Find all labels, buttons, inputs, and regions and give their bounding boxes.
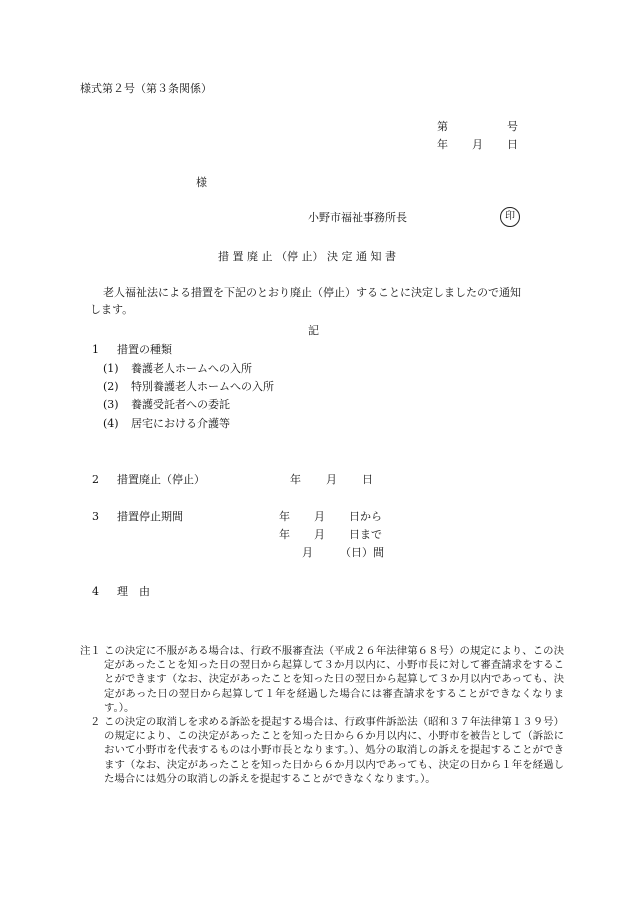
section3-to-month: 月 — [314, 528, 325, 541]
section4-number: 4 — [92, 585, 99, 598]
note-item — [80, 644, 564, 715]
section3-to-day: 日まで — [349, 528, 382, 541]
date-year: 年 — [437, 138, 448, 151]
section2-day: 日 — [362, 473, 373, 486]
section2-month: 月 — [326, 473, 337, 486]
form-label: 様式第２号（第３条関係） — [80, 82, 212, 95]
note-label: ２ — [90, 716, 101, 729]
section2-number: 2 — [92, 473, 99, 486]
section1-item-label: 養護受託者への委託 — [131, 398, 230, 411]
notes-block — [80, 644, 564, 786]
section1-item-num: (3) — [103, 398, 119, 411]
section1-number: 1 — [92, 343, 99, 356]
section3-from-day: 日から — [349, 510, 382, 523]
section3-number: 3 — [92, 510, 99, 523]
intro-text-line2: します。 — [90, 303, 134, 316]
section1-item-label: 養護老人ホームへの入所 — [131, 362, 252, 375]
number-suffix: 号 — [507, 120, 518, 133]
note-label: 注１ — [80, 645, 101, 657]
ki-heading: 記 — [308, 324, 319, 337]
section1-heading: 措置の種類 — [117, 343, 172, 356]
document-title: 措 置 廃 止 （停 止） 決 定 通 知 書 — [218, 250, 396, 263]
section2-heading: 措置廃止（停止） — [117, 473, 205, 486]
section3-from-month: 月 — [314, 510, 325, 523]
section4-heading: 理 由 — [117, 585, 150, 598]
section3-heading: 措置停止期間 — [117, 510, 183, 523]
section3-months: 月 — [302, 546, 313, 559]
note-item — [80, 715, 564, 786]
intro-text-line1: 老人福祉法による措置を下記のとおり廃止（停止）することに決定しましたので通知 — [103, 286, 521, 299]
section3-from-year: 年 — [279, 510, 290, 523]
addressee-suffix: 様 — [196, 176, 207, 189]
date-day: 日 — [507, 138, 518, 151]
sender-name: 小野市福祉事務所長 — [308, 211, 407, 224]
section3-to-year: 年 — [279, 528, 290, 541]
note-text: この決定に不服がある場合は、行政不服審査法（平成２６年法律第６８号）の規定により、この決定があったことを知った日の翌日から起算して３か月以内に、小野市長に対して審査請求をすることができます（なお、決定があったことを知った日の翌日から起算して３か月以内であっても、決定があった日の翌日から起算して１年を経過した場合には審査請求をすることができなくなります。）。 — [104, 645, 564, 714]
section1-item-label: 居宅における介護等 — [131, 417, 230, 430]
number-prefix: 第 — [437, 120, 448, 133]
section3-days: （日）間 — [340, 546, 384, 559]
section2-year: 年 — [290, 473, 301, 486]
seal-mark: 印 — [500, 207, 520, 227]
section1-item-num: (4) — [103, 417, 119, 430]
section1-item-label: 特別養護老人ホームへの入所 — [131, 380, 274, 393]
section1-item-num: (1) — [103, 362, 119, 375]
section1-item-num: (2) — [103, 380, 119, 393]
note-text: この決定の取消しを求める訴訟を提起する場合は、行政事件訴訟法（昭和３７年法律第１３９号）の規定により、この決定があったことを知った日から６か月以内に、小野市を被告として（訴訟において小野市を代表するものは小野市長となります。）、処分の取消しの訴えを提起することができます（なお、決定があったことを知った日から６か月以内であっても、決定の日から１年を経過した場合には処分の取消しの訴えを提起することができなくなります。）。 — [104, 716, 564, 785]
date-month: 月 — [472, 138, 483, 151]
